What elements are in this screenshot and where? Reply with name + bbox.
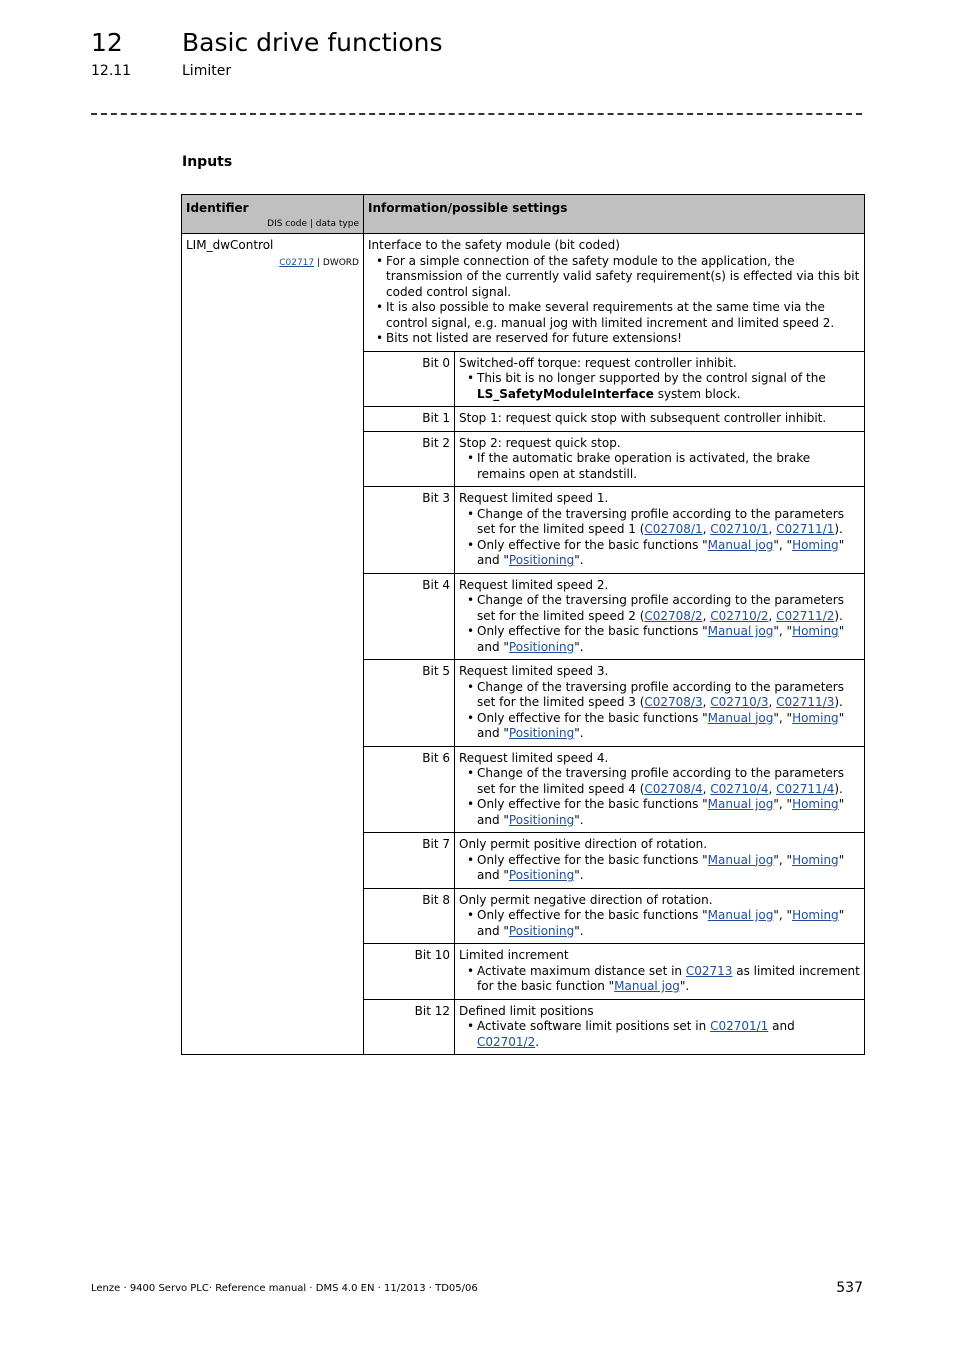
bit-description xyxy=(455,431,865,487)
list-item: • Only effective for the basic functions "Manual jog", "Homing" and "Positioning". xyxy=(459,711,860,742)
identifier-header-label: Identifier xyxy=(186,201,249,215)
positioning-link[interactable]: Positioning xyxy=(508,812,575,827)
code-link[interactable]: C02701/2 xyxy=(477,1034,536,1049)
bit-label: Bit 6 xyxy=(364,746,455,833)
manual-jog-link[interactable]: Manual jog xyxy=(707,537,774,552)
inputs-table xyxy=(181,194,865,1055)
bit-title: Stop 1: request quick stop with subsequent controller inhibit. xyxy=(459,411,827,425)
homing-link[interactable]: Homing xyxy=(792,710,839,725)
identifier-header xyxy=(182,195,364,234)
bit-description xyxy=(455,351,865,407)
code-link[interactable]: C02708/1 xyxy=(644,522,703,536)
bit-title: Only permit negative direction of rotation. xyxy=(459,892,713,907)
list-item: • Only effective for the basic functions "Manual jog", "Homing" and "Positioning". xyxy=(459,797,860,828)
list-item: • Change of the traversing profile according to the parameters set for the limited speed 1 (C02708/1, C02710/1, C02711/1). xyxy=(459,507,860,538)
info-cell xyxy=(364,234,865,352)
bit-description xyxy=(455,746,865,833)
code-link[interactable]: C02711/1 xyxy=(776,522,835,536)
bit-title: Request limited speed 1. xyxy=(459,491,609,505)
code-link[interactable]: C02708/2 xyxy=(644,608,703,623)
bit-description xyxy=(455,999,865,1055)
intro-bullet-list xyxy=(368,254,860,347)
bit-description xyxy=(455,888,865,944)
data-type: | DWORD xyxy=(317,257,359,268)
bit-label: Bit 8 xyxy=(364,888,455,944)
table-header-row xyxy=(182,195,865,234)
positioning-link[interactable]: Positioning xyxy=(508,923,575,938)
bit-label: Bit 0 xyxy=(364,351,455,407)
block-heading: Inputs xyxy=(182,154,233,170)
list-item: • Activate software limit positions set in C02701/1 and C02701/2. xyxy=(459,1019,860,1050)
list-item: • Change of the traversing profile according to the parameters set for the limited speed 3 (C02708/3, C02710/3, C02711/3). xyxy=(459,680,860,711)
code-link[interactable]: C02710/3 xyxy=(710,695,769,709)
code-link[interactable]: C02710/2 xyxy=(710,608,769,623)
list-item: • Change of the traversing profile according to the parameters set for the limited speed 4 (C02708/4, C02710/4, C02711/4). xyxy=(459,766,860,797)
bit-title: Only permit positive direction of rotation. xyxy=(459,837,708,851)
identifier-name: LIM_dwControl xyxy=(186,238,274,252)
chapter-number: 12 xyxy=(91,28,123,57)
bit-title: Request limited speed 4. xyxy=(459,750,609,765)
code-link[interactable]: C02701/1 xyxy=(710,1019,769,1033)
list-item: • Only effective for the basic functions "Manual jog", "Homing" and "Positioning". xyxy=(459,538,860,569)
bit-description xyxy=(455,407,865,432)
list-item: • Only effective for the basic functions "Manual jog", "Homing" and "Positioning". xyxy=(459,624,860,655)
homing-link[interactable]: Homing xyxy=(792,797,839,811)
section-title: Limiter xyxy=(182,63,232,79)
bit-label: Bit 5 xyxy=(364,660,455,747)
positioning-link[interactable]: Positioning xyxy=(508,868,575,882)
code-link[interactable]: C02711/4 xyxy=(776,781,835,796)
list-item: • Change of the traversing profile according to the parameters set for the limited speed 2 (C02708/2, C02710/2, C02711/2). xyxy=(459,593,860,624)
manual-jog-link[interactable]: Manual jog xyxy=(707,624,774,638)
manual-jog-link[interactable]: Manual jog xyxy=(707,908,774,922)
identifier-cell xyxy=(182,234,364,1055)
list-item: • It is also possible to make several requirements at the same time via the control signal, e.g. manual jog with limited increment and limited speed 2. xyxy=(368,300,860,331)
bit-title: Request limited speed 3. xyxy=(459,664,609,678)
info-header-label: Information/possible settings xyxy=(368,201,568,215)
bit-description xyxy=(455,944,865,1000)
homing-link[interactable]: Homing xyxy=(792,908,839,922)
list-item: • Activate maximum distance set in C02713 as limited increment for the basic function "Manual jog". xyxy=(459,964,860,995)
code-link[interactable]: C02708/4 xyxy=(644,781,703,796)
bit-label: Bit 4 xyxy=(364,573,455,660)
bit-label: Bit 10 xyxy=(364,944,455,1000)
positioning-link[interactable]: Positioning xyxy=(508,639,575,654)
bit-description xyxy=(455,487,865,574)
list-item: • Bits not listed are reserved for future extensions! xyxy=(368,331,860,347)
bit-label: Bit 1 xyxy=(364,407,455,432)
bit-title: Switched-off torque: request controller inhibit. xyxy=(459,355,737,370)
manual-jog-link[interactable]: Manual jog xyxy=(707,852,774,867)
bit-description xyxy=(455,660,865,747)
bit-label: Bit 2 xyxy=(364,431,455,487)
dis-code-line xyxy=(186,256,359,272)
info-header xyxy=(364,195,865,234)
positioning-link[interactable]: Positioning xyxy=(508,553,575,567)
bit-title: Request limited speed 2. xyxy=(459,577,609,592)
bit-title: Limited increment xyxy=(459,948,569,962)
code-link[interactable]: C02708/3 xyxy=(644,695,703,709)
list-item: • If the automatic brake operation is activated, the brake remains open at standstill. xyxy=(459,451,860,482)
page-number: 537 xyxy=(836,1280,863,1296)
footer-document-info: Lenze · 9400 Servo PLC· Reference manual · DMS 4.0 EN · 11/2013 · TD05/06 xyxy=(91,1283,478,1294)
homing-link[interactable]: Homing xyxy=(792,624,839,638)
info-intro: Interface to the safety module (bit coded) xyxy=(368,238,620,252)
manual-jog-link[interactable]: Manual jog xyxy=(707,797,774,811)
code-link[interactable]: C02710/1 xyxy=(710,522,769,536)
bit-title: Defined limit positions xyxy=(459,1003,594,1018)
dis-code-link[interactable]: C02717 xyxy=(279,257,315,268)
section-number: 12.11 xyxy=(91,63,132,79)
identifier-header-sublabel: DIS code | data type xyxy=(267,219,359,229)
bit-label: Bit 3 xyxy=(364,487,455,574)
positioning-link[interactable]: Positioning xyxy=(508,726,575,740)
list-item: • Only effective for the basic functions "Manual jog", "Homing" and "Positioning". xyxy=(459,853,860,884)
list-item: • Only effective for the basic functions "Manual jog", "Homing" and "Positioning". xyxy=(459,908,860,939)
bit-description xyxy=(455,573,865,660)
list-item: • For a simple connection of the safety module to the application, the transmission of the currently valid safety requirement(s) is effected via this bit coded control signal. xyxy=(368,254,860,301)
bit-label: Bit 12 xyxy=(364,999,455,1055)
bit-description xyxy=(455,833,865,889)
manual-jog-link[interactable]: Manual jog xyxy=(707,710,774,725)
homing-link[interactable]: Homing xyxy=(792,852,839,867)
bit-title: Stop 2: request quick stop. xyxy=(459,435,621,450)
homing-link[interactable]: Homing xyxy=(792,537,839,552)
list-item: • This bit is no longer supported by the control signal of the LS_SafetyModuleInterface system block. xyxy=(459,371,860,402)
chapter-title: Basic drive functions xyxy=(182,28,443,57)
code-link[interactable]: C02711/3 xyxy=(776,695,835,709)
manual-jog-link[interactable]: Manual jog xyxy=(614,979,680,993)
table-row xyxy=(182,234,865,352)
bit-label: Bit 7 xyxy=(364,833,455,889)
system-block-name: LS_SafetyModuleInterface xyxy=(477,386,654,401)
header-divider xyxy=(91,113,862,115)
code-link[interactable]: C02713 xyxy=(685,963,733,978)
code-link[interactable]: C02711/2 xyxy=(776,608,835,623)
code-link[interactable]: C02710/4 xyxy=(710,781,769,796)
